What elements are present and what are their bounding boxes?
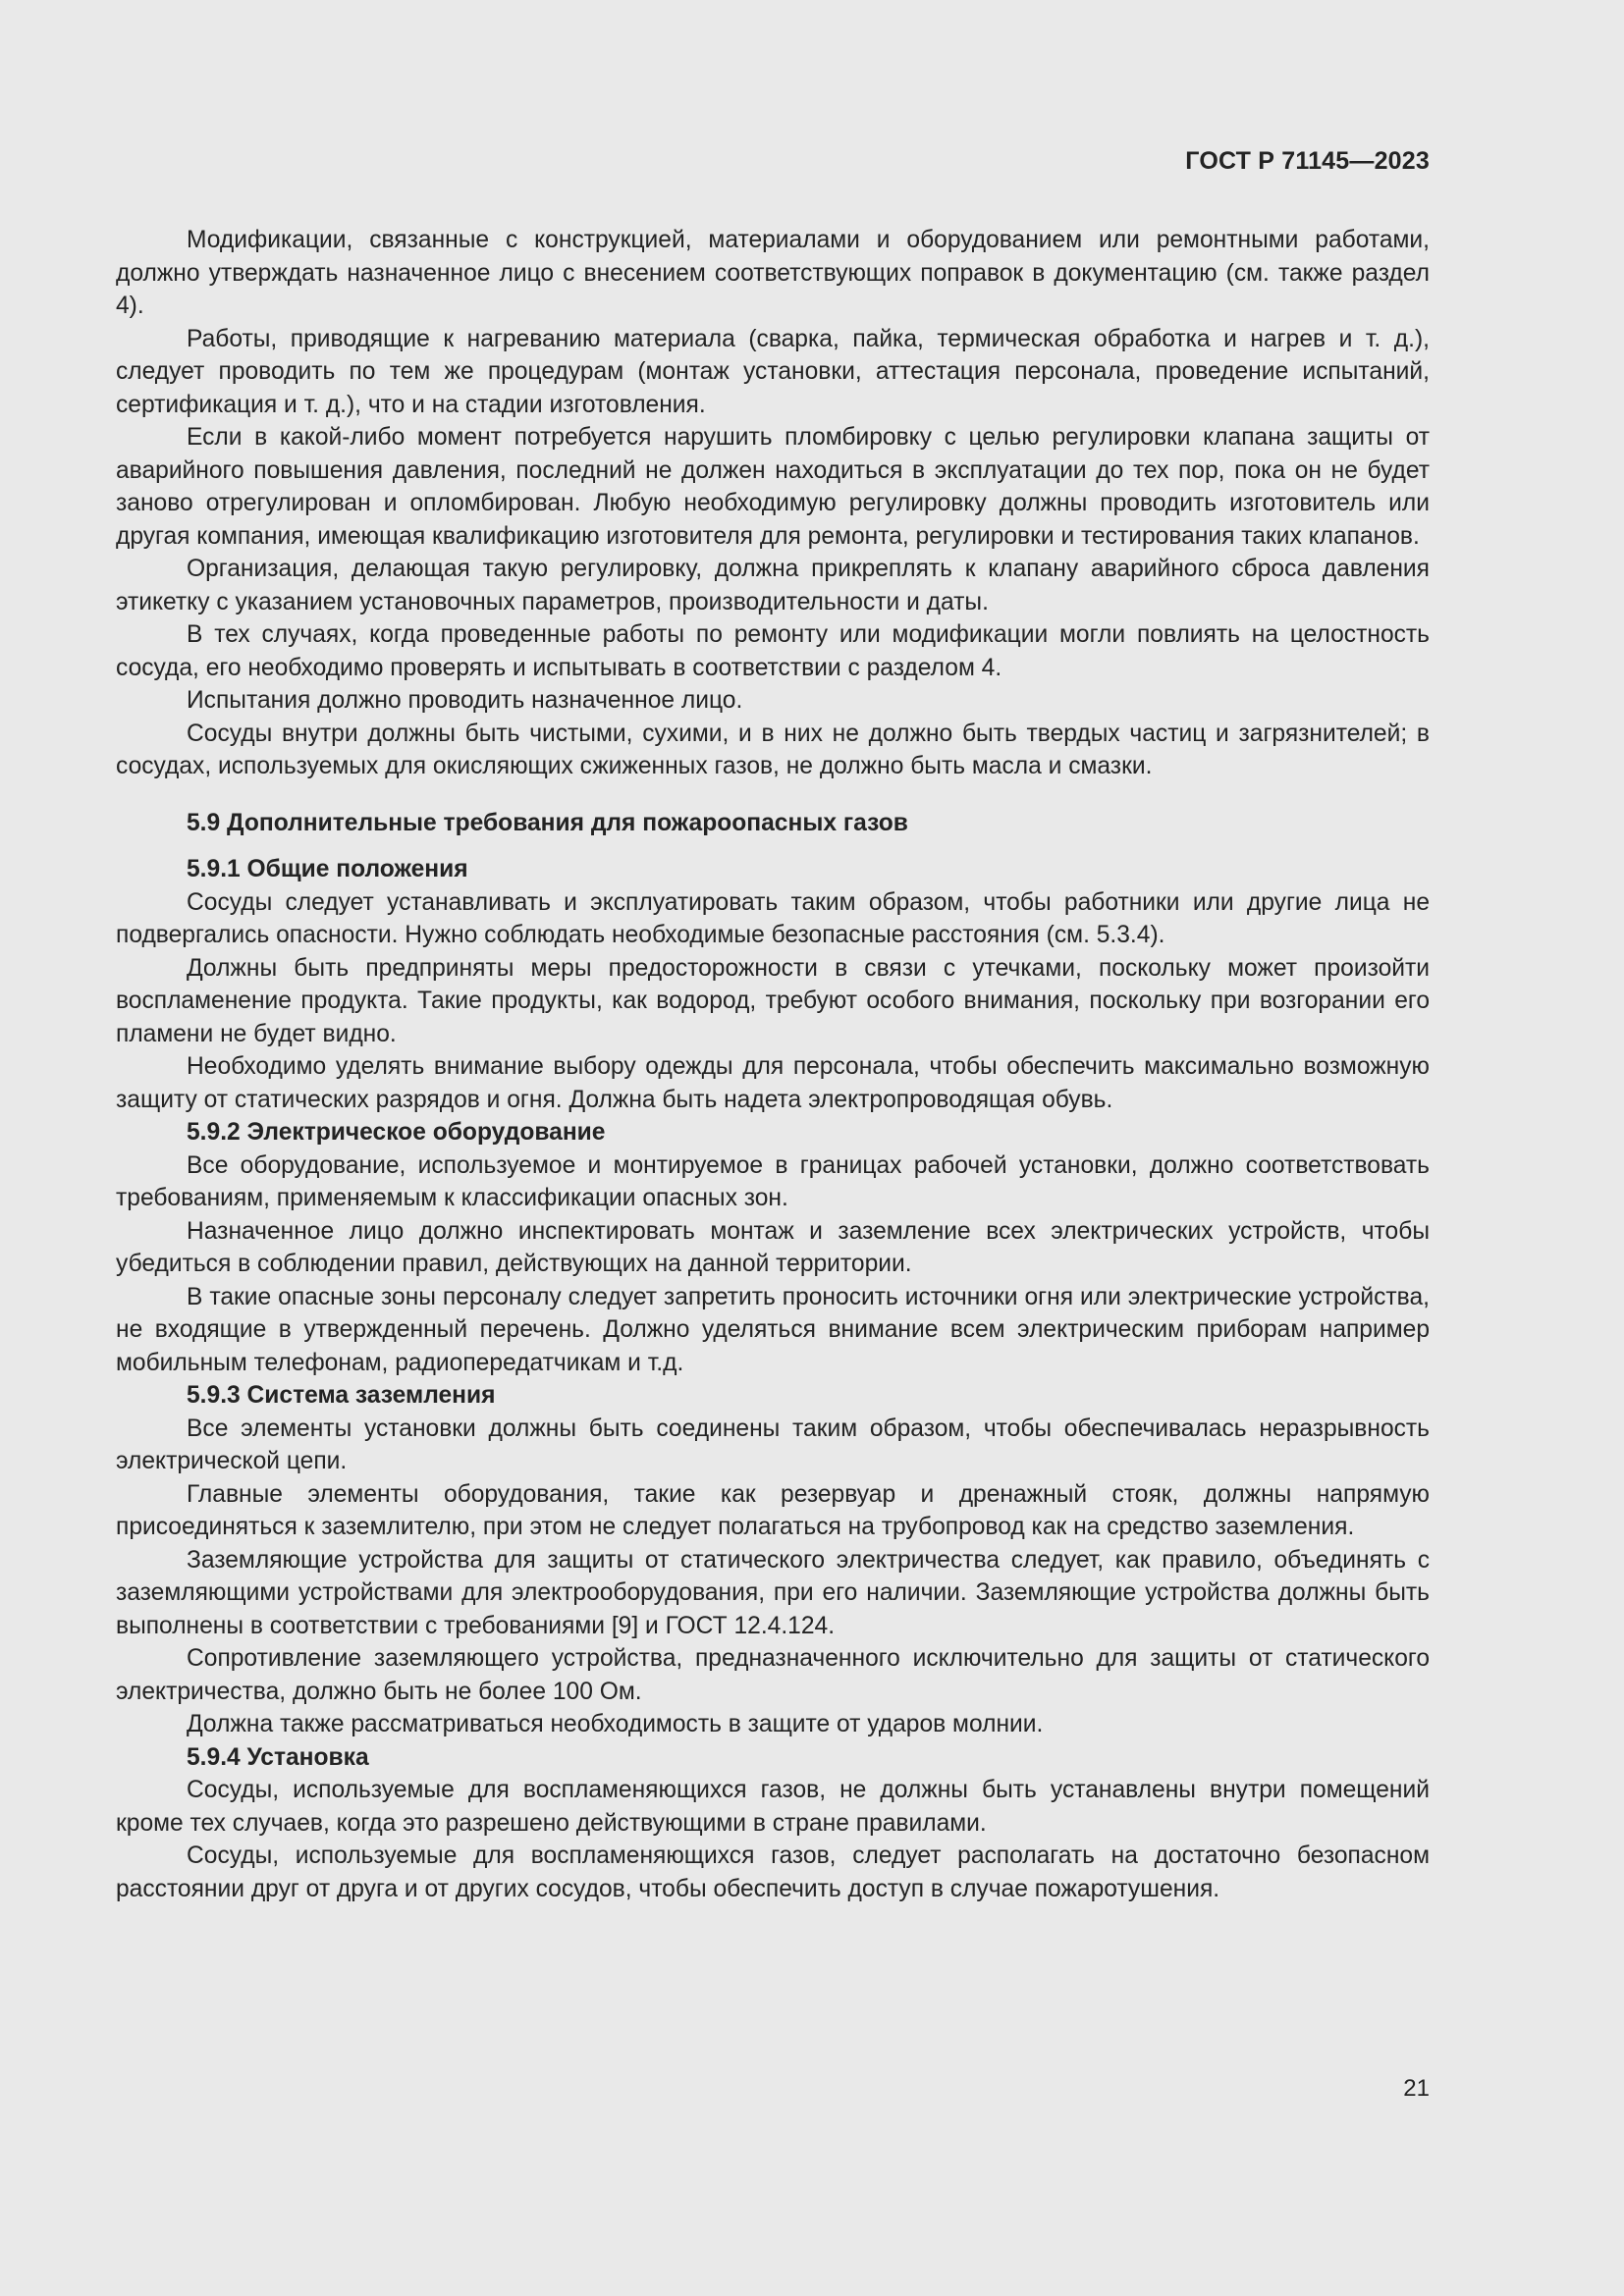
paragraph: Все оборудование, используемое и монтируемое в границах рабочей установки, должно соответствовать требованиям, применяемым к классификации опасных зон. xyxy=(116,1151,1430,1211)
paragraph: Если в какой-либо момент потребуется нарушить пломбировку с целью регулировки клапана защиты от аварийного повышения давления, последний не должен находиться в эксплуатации до тех пор, пока он не будет заново отрегулирован и опломбирован. Любую необходимую регулировку должны проводить изготовитель или другая компания, имеющая квалификацию изготовителя для ремонта, регулировки и тестирования таких клапанов. xyxy=(116,424,1430,550)
paragraph: Испытания должно проводить назначенное лицо. xyxy=(187,687,743,714)
subsection-heading-5-9-3: 5.9.3 Система заземления xyxy=(187,1382,496,1409)
paragraph: Сосуды, используемые для воспламеняющихся газов, не должны быть устанавлены внутри помещений кроме тех случаев, когда это разрешено действующими в стране правилами. xyxy=(116,1777,1430,1837)
paragraph: Организация, делающая такую регулировку, должна прикреплять к клапану аварийного сброса давления этикетку с указанием установочных параметров, производительности и даты. xyxy=(116,556,1430,615)
subsection-heading-5-9-4: 5.9.4 Установка xyxy=(187,1743,369,1771)
paragraph: Должны быть предприняты меры предосторожности в связи с утечками, поскольку может произойти воспламенение продукта. Такие продукты, как водород, требуют особого внимания, поскольку при возгорании его пламени не будет видно. xyxy=(116,954,1430,1047)
paragraph: Сосуды следует устанавливать и эксплуатировать таким образом, чтобы работники или другие лица не подвергались опасности. Нужно соблюдать необходимые безопасные расстояния (см. 5.3.4). xyxy=(116,888,1430,948)
paragraph: В такие опасные зоны персоналу следует запретить проносить источники огня или электрические устройства, не входящие в утвержденный перечень. Должно уделяться внимание всем электрическим приборам например мобильным телефонам, радиопередатчикам и т.д. xyxy=(116,1283,1430,1376)
paragraph: Сосуды внутри должны быть чистыми, сухими, и в них не должно быть твердых частиц и загрязнителей; в сосудах, используемых для окисляющих сжиженных газов, не должно быть масла и смазки. xyxy=(116,720,1430,779)
paragraph: Заземляющие устройства для защиты от статического электричества следует, как правило, объединять с заземляющими устройствами для электрооборудования, при его наличии. Заземляющие устройства должны быть выполнены в соответствии с требованиями [9] и ГОСТ 12.4.124. xyxy=(116,1546,1430,1639)
paragraph: Работы, приводящие к нагреванию материала (сварка, пайка, термическая обработка и нагрев и т. д.), следует проводить по тем же процедурам (монтаж установки, аттестация персонала, проведение испытаний, сертификация и т. д.), что и на стадии изготовления. xyxy=(116,325,1430,418)
paragraph: Все элементы установки должны быть соединены таким образом, чтобы обеспечивалась неразрывность электрической цепи. xyxy=(116,1415,1430,1474)
paragraph: Сосуды, используемые для воспламеняющихся газов, следует располагать на достаточно безопасном расстоянии друг от друга и от других сосудов, чтобы обеспечить доступ в случае пожаротушения. xyxy=(116,1842,1430,1902)
paragraph: Модификации, связанные с конструкцией, материалами и оборудованием или ремонтными работами, должно утверждать назначенное лицо с внесением соответствующих поправок в документацию (см. также раздел 4). xyxy=(116,227,1430,319)
section-heading-5-9: 5.9 Дополнительные требования для пожароопасных газов xyxy=(187,809,908,836)
subsection-heading-5-9-1: 5.9.1 Общие положения xyxy=(187,856,468,882)
page-number: 21 xyxy=(1403,2075,1430,2102)
subsection-heading-5-9-2: 5.9.2 Электрическое оборудование xyxy=(187,1119,606,1146)
paragraph: Необходимо уделять внимание выбору одежды для персонала, чтобы обеспечить максимально возможную защиту от статических разрядов и огня. Должна быть надета электропроводящая обувь. xyxy=(116,1053,1430,1113)
paragraph: Назначенное лицо должно инспектировать монтаж и заземление всех электрических устройств, чтобы убедиться в соблюдении правил, действующих на данной территории. xyxy=(116,1217,1430,1277)
paragraph: Главные элементы оборудования, такие как резервуар и дренажный стояк, должны напрямую присоединяться к заземлителю, при этом не следует полагаться на трубопровод как на средство заземления. xyxy=(116,1480,1430,1540)
document-code-header: ГОСТ Р 71145—2023 xyxy=(1185,147,1430,175)
paragraph: В тех случаях, когда проведенные работы по ремонту или модификации могли повлиять на целостность сосуда, его необходимо проверять и испытывать в соответствии с разделом 4. xyxy=(116,621,1430,681)
paragraph: Сопротивление заземляющего устройства, предназначенного исключительно для защиты от статического электричества, должно быть не более 100 Ом. xyxy=(116,1645,1430,1705)
paragraph: Должна также рассматриваться необходимость в защите от ударов молнии. xyxy=(187,1711,1044,1737)
document-body xyxy=(116,224,1430,1905)
